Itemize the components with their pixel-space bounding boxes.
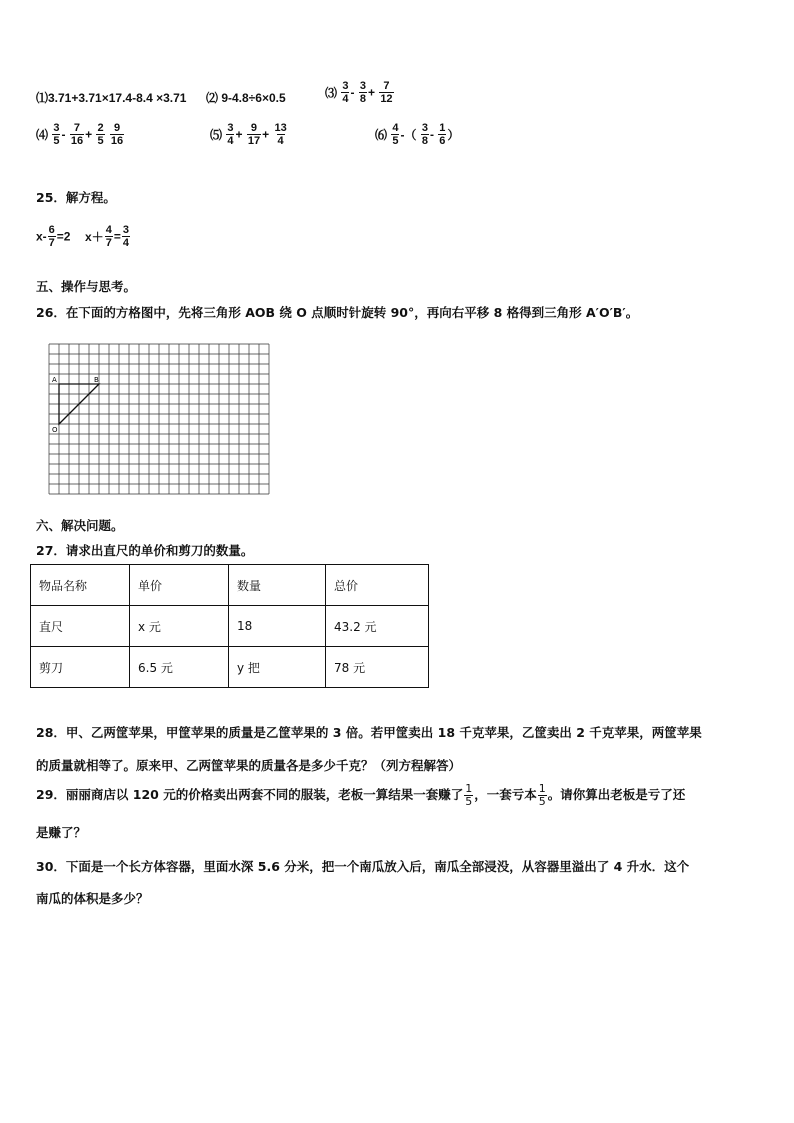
section-5-heading: 五、操作与思考。 xyxy=(36,279,137,294)
problem-label: ⑶ xyxy=(325,86,338,100)
table-cell: 43.2 元 xyxy=(326,606,429,647)
calc-problem-1: ⑴3.71+3.71×17.4-8.4 ×3.71 xyxy=(36,91,187,105)
table-row xyxy=(31,647,429,688)
question-27-text: 27．请求出直尺的单价和剪刀的数量。 xyxy=(36,543,254,558)
question-29-line-1: 29．丽丽商店以 120 元的价格卖出两套不同的服装，老板一算结果一套赚了 $\frac{1}{5}$ ，一套亏本 $\frac{1}{5}$ 。请你算出老板是亏了还 xyxy=(36,782,686,808)
table-cell: y 把 xyxy=(229,647,326,688)
table-header-cell: 单价 xyxy=(130,565,229,606)
calc-problem-6: ⑹ $\frac{4}{5}$ -（ $\frac{3}{8}$ - $\frac{1}{6}$ ） xyxy=(375,122,460,147)
table-header-cell: 总价 xyxy=(326,565,429,606)
table-cell: 剪刀 xyxy=(31,647,130,688)
square-grid-figure xyxy=(44,339,274,499)
table-cell: 78 元 xyxy=(326,647,429,688)
table-cell: 18 xyxy=(229,606,326,647)
question-26-text: 26．在下面的方格图中，先将三角形 AOB 绕 O 点顺时针旋转 90°，再向右平移 8 格得到三角形 A′O′B′。 xyxy=(36,305,639,320)
calc-problem-2: ⑵ 9-4.8÷6×0.5 xyxy=(206,91,286,105)
grid-lines xyxy=(49,344,269,494)
label-o: O xyxy=(52,426,58,434)
problem-label: ⑹ xyxy=(375,128,388,142)
table-header-cell: 数量 xyxy=(229,565,326,606)
table-cell: 6.5 元 xyxy=(130,647,229,688)
label-b: B xyxy=(94,376,99,384)
problem-label: ⑸ xyxy=(210,128,223,142)
equation-1: x- $\frac{6}{7}$ =2 xyxy=(36,224,71,249)
question-28-line-2: 的质量就相等了。原来甲、乙两筐苹果的质量各是多少千克？（列方程解答） xyxy=(36,758,462,773)
question-28-line-1: 28．甲、乙两筐苹果，甲筐苹果的质量是乙筐苹果的 3 倍。若甲筐卖出 18 千克苹果，乙筐卖出 2 千克苹果，两筐苹果 xyxy=(36,725,702,740)
section-6-heading: 六、解决问题。 xyxy=(36,518,124,533)
label-a: A xyxy=(52,376,57,384)
table-header-cell: 物品名称 xyxy=(31,565,130,606)
question-30-line-1: 30．下面是一个长方体容器，里面水深 5.6 分米，把一个南瓜放入后，南瓜全部浸没，从容器里溢出了 4 升水．这个 xyxy=(36,859,690,874)
table-row xyxy=(31,606,429,647)
equation-2: x＋ $\frac{4}{7}$ = $\frac{3}{4}$ xyxy=(85,224,129,249)
table-header-row xyxy=(31,565,429,606)
problem-label: ⑷ xyxy=(36,128,49,142)
calc-problem-3: ⑶ $\frac{3}{4}$ - $\frac{3}{8}$ + $\frac{7}{12}$ xyxy=(325,80,393,105)
calc-problem-5: ⑸ $\frac{3}{4}$ + $\frac{9}{17}$ + $\frac{13}{4}$ xyxy=(210,122,287,147)
question-30-line-2: 南瓜的体积是多少？ xyxy=(36,891,149,906)
question-25-title: 25．解方程。 xyxy=(36,190,116,205)
calc-problem-4: ⑷ $\frac{3}{5}$ - $\frac{7}{16}$ + $\frac{2}{5}$ $\frac{9}{16}$ xyxy=(36,122,124,147)
items-table xyxy=(30,564,429,688)
table-cell: 直尺 xyxy=(31,606,130,647)
question-29-line-2: 是赚了？ xyxy=(36,825,87,840)
table-cell: x 元 xyxy=(130,606,229,647)
